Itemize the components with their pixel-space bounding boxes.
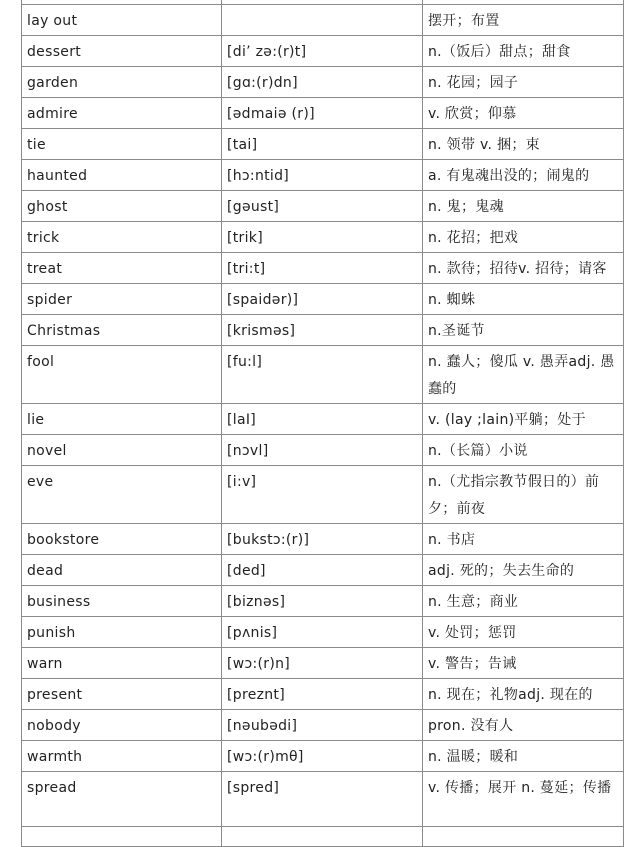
table-row: [22, 67, 624, 98]
meaning-cell: v. 警告；告诫: [423, 648, 624, 679]
meaning-cell: n. 花招；把戏: [423, 222, 624, 253]
word-cell: warmth: [22, 741, 222, 772]
meaning-cell: n. 书店: [423, 524, 624, 555]
table-row: [22, 98, 624, 129]
word-cell: nobody: [22, 710, 222, 741]
meaning-cell: n. 鬼；鬼魂: [423, 191, 624, 222]
table-row: [22, 617, 624, 648]
meaning-cell: [423, 827, 624, 847]
meaning-cell: adj. 死的；失去生命的: [423, 555, 624, 586]
table-row: [22, 253, 624, 284]
meaning-cell: n. 蜘蛛: [423, 284, 624, 315]
pronunciation-cell: [ədmaiə (r)]: [222, 98, 423, 129]
word-cell: spread: [22, 772, 222, 827]
meaning-cell: n. 现在；礼物adj. 现在的: [423, 679, 624, 710]
meaning-cell: n. 款待；招待v. 招待；请客: [423, 253, 624, 284]
word-cell: punish: [22, 617, 222, 648]
table-row: [22, 36, 624, 67]
word-cell: fool: [22, 346, 222, 404]
pronunciation-cell: [ded]: [222, 555, 423, 586]
word-cell: admire: [22, 98, 222, 129]
word-cell: lie: [22, 404, 222, 435]
meaning-cell: n.（长篇）小说: [423, 435, 624, 466]
meaning-cell: n.圣诞节: [423, 315, 624, 346]
pronunciation-cell: [pʌnis]: [222, 617, 423, 648]
meaning-cell: n. 花园；园子: [423, 67, 624, 98]
pronunciation-cell: [spaidər)]: [222, 284, 423, 315]
word-cell: spider: [22, 284, 222, 315]
meaning-cell: v. (lay ;lain)平躺；处于: [423, 404, 624, 435]
pronunciation-cell: [222, 5, 423, 36]
pronunciation-cell: [trik]: [222, 222, 423, 253]
meaning-cell: n. 蠢人；傻瓜 v. 愚弄adj. 愚蠢的: [423, 346, 624, 404]
word-cell: Christmas: [22, 315, 222, 346]
table-row: [22, 710, 624, 741]
table-row: [22, 555, 624, 586]
meaning-cell: 摆开；布置: [423, 5, 624, 36]
vocabulary-table-body: [22, 0, 624, 847]
word-cell: haunted: [22, 160, 222, 191]
word-cell: dead: [22, 555, 222, 586]
meaning-cell: n.（尤指宗教节假日的）前夕；前夜: [423, 466, 624, 524]
pronunciation-cell: [wɔ:(r)n]: [222, 648, 423, 679]
table-row: [22, 648, 624, 679]
word-cell: ghost: [22, 191, 222, 222]
meaning-cell: pron. 没有人: [423, 710, 624, 741]
word-cell: garden: [22, 67, 222, 98]
pronunciation-cell: [tri:t]: [222, 253, 423, 284]
pronunciation-cell: [biznəs]: [222, 586, 423, 617]
meaning-cell: n. 领带 v. 捆；束: [423, 129, 624, 160]
table-row: [22, 129, 624, 160]
pronunciation-cell: [gəust]: [222, 191, 423, 222]
meaning-cell: v. 传播；展开 n. 蔓延；传播: [423, 772, 624, 827]
table-row: [22, 586, 624, 617]
pronunciation-cell: [hɔ:ntid]: [222, 160, 423, 191]
meaning-cell: v. 欣赏；仰慕: [423, 98, 624, 129]
word-cell: novel: [22, 435, 222, 466]
table-row: [22, 466, 624, 524]
meaning-cell: v. 处罚；惩罚: [423, 617, 624, 648]
word-cell: [22, 827, 222, 847]
word-cell: present: [22, 679, 222, 710]
meaning-cell: n.（饭后）甜点；甜食: [423, 36, 624, 67]
pronunciation-cell: [fu:l]: [222, 346, 423, 404]
word-cell: eve: [22, 466, 222, 524]
table-row: [22, 222, 624, 253]
pronunciation-cell: [nəubədi]: [222, 710, 423, 741]
pronunciation-cell: [tai]: [222, 129, 423, 160]
word-cell: dessert: [22, 36, 222, 67]
meaning-cell: n. 生意；商业: [423, 586, 624, 617]
table-row: [22, 284, 624, 315]
table-row: [22, 160, 624, 191]
table-row: [22, 679, 624, 710]
vocabulary-table: [21, 0, 624, 847]
table-row: [22, 435, 624, 466]
table-row: [22, 315, 624, 346]
word-cell: trick: [22, 222, 222, 253]
pronunciation-cell: [di’ zə:(r)t]: [222, 36, 423, 67]
table-row: [22, 827, 624, 847]
word-cell: tie: [22, 129, 222, 160]
table-row: [22, 191, 624, 222]
word-cell: treat: [22, 253, 222, 284]
table-row: [22, 772, 624, 827]
table-row: [22, 5, 624, 36]
pronunciation-cell: [gɑ:(r)dn]: [222, 67, 423, 98]
meaning-cell: a. 有鬼魂出没的；闹鬼的: [423, 160, 624, 191]
meaning-cell: n. 温暖；暖和: [423, 741, 624, 772]
word-cell: lay out: [22, 5, 222, 36]
word-cell: warn: [22, 648, 222, 679]
pronunciation-cell: [laI]: [222, 404, 423, 435]
pronunciation-cell: [preznt]: [222, 679, 423, 710]
word-cell: bookstore: [22, 524, 222, 555]
pronunciation-cell: [nɔvl]: [222, 435, 423, 466]
pronunciation-cell: [222, 827, 423, 847]
word-cell: business: [22, 586, 222, 617]
table-row: [22, 404, 624, 435]
table-row: [22, 346, 624, 404]
pronunciation-cell: [spred]: [222, 772, 423, 827]
pronunciation-cell: [i:v]: [222, 466, 423, 524]
pronunciation-cell: [krisməs]: [222, 315, 423, 346]
table-row: [22, 741, 624, 772]
pronunciation-cell: [wɔ:(r)mθ]: [222, 741, 423, 772]
table-row: [22, 524, 624, 555]
pronunciation-cell: [bukstɔ:(r)]: [222, 524, 423, 555]
